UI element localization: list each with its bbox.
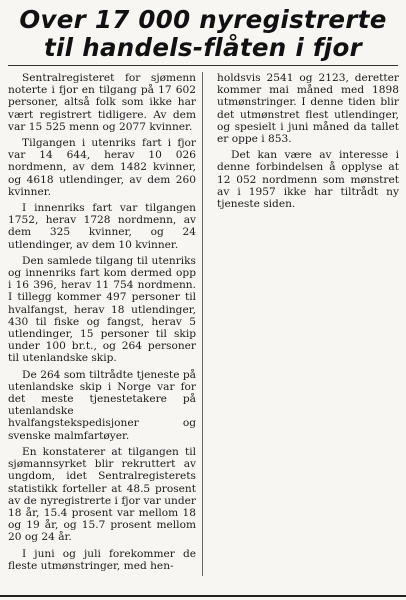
bottom-rule [0,595,406,597]
article-body [8,72,398,576]
article-column-right [217,72,399,576]
paragraph: Sentralregisteret for sjømenn noterte i fjor en tilgang på 17 602 personer, altså folk som ikke har vært registrert tidligere. Av dem var 15 525 menn og 2077 kvinner. [8,72,196,133]
paragraph: Tilgangen i utenriks fart i fjor var 14 644, herav 10 026 nordmenn, av dem 1482 kvinner, og 4618 utlendinger, av dem 260 kvinner. [8,137,196,198]
paragraph: I innenriks fart var tilgangen 1752, herav 1728 nordmenn, av dem 325 kvinner, og 24 utlendinger, av dem 10 kvinner. [8,202,196,251]
paragraph: En konstaterer at tilgangen til sjømannsyrket blir rekruttert av ungdom, idet Sentralregisterets statistikk forteller at 48.5 prosent av de nyregistrerte i fjor var under 18 år, 15.4 prosent var mellom 18 og 19 år, og 15.7 prosent mellom 20 og 24 år. [8,445,196,544]
paragraph: I juni og juli forekommer de fleste utmønstringer, med hen- [8,547,196,572]
headline-line-1: Over 17 000 nyregistrerte [19,5,387,34]
headline-rule [8,65,398,66]
paragraph-continued: holdsvis 2541 og 2123, deretter kommer mai måned med 1898 utmønstringer. I denne tiden blir det utmønstret flest utlendinger, og spesielt i juni måned da tallet er oppe i 853. [217,72,399,146]
headline [8,6,398,62]
paragraph: Den samlede tilgang til utenriks og innenriks fart kom dermed opp i 16 396, herav 11 754 nordmenn. I tillegg kommer 497 personer til hvalfangst, herav 18 utlendinger, 430 til fiske og fangst, herav 5 utlendinger, 15 personer til skip under 100 br.t., og 264 personer til utenlandske skip. [8,254,196,365]
article-column-left [8,72,203,576]
paragraph: De 264 som tiltrådte tjeneste på utenlandske skip i Norge var for det meste tjenestetakere på utenlandske hvalfangstekspedisjoner og svenske malmfartøyer. [8,368,196,442]
paragraph: Det kan være av interesse i denne forbindelsen å opplyse at 12 052 nordmenn som mønstret av i 1957 ikke har tiltrådt ny tjeneste siden. [217,149,399,211]
headline-line-2: til handels-flåten i fjor [43,33,363,62]
